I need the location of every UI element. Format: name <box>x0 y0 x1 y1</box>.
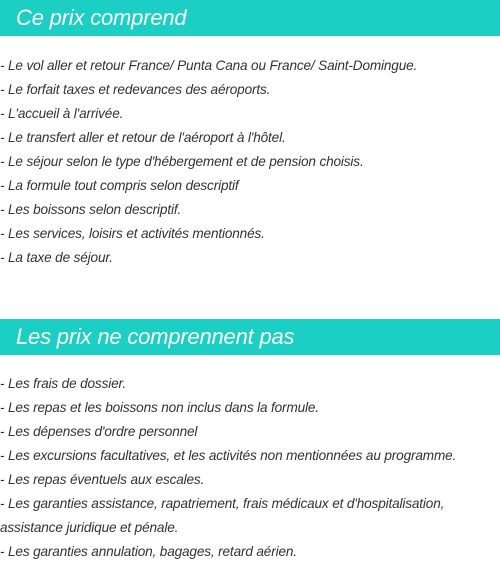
list-item: - La taxe de séjour. <box>0 250 113 265</box>
excluded-section-title: Les prix ne comprennent pas <box>0 319 500 355</box>
included-section-title: Ce prix comprend <box>0 0 500 36</box>
list-item: - La formule tout compris selon descriptif <box>0 178 239 193</box>
included-list <box>0 54 500 270</box>
list-item: - Le transfert aller et retour de l'aéroport à l'hôtel. <box>0 130 286 145</box>
list-item: - Le séjour selon le type d'hébergement et de pension choisis. <box>0 154 364 169</box>
list-item: - Les boissons selon descriptif. <box>0 202 182 217</box>
list-item: - Le forfait taxes et redevances des aéroports. <box>0 82 271 97</box>
list-item: - Les dépenses d'ordre personnel <box>0 424 198 439</box>
list-item: - Les frais de dossier. <box>0 376 126 391</box>
list-item: - Les services, loisirs et activités mentionnés. <box>0 226 265 241</box>
excluded-list <box>0 372 500 564</box>
list-item: - Le vol aller et retour France/ Punta Cana ou France/ Saint-Domingue. <box>0 58 418 73</box>
list-item: - Les repas éventuels aux escales. <box>0 472 205 487</box>
list-item: - Les garanties annulation, bagages, retard aérien. <box>0 544 297 559</box>
list-item: - Les repas et les boissons non inclus dans la formule. <box>0 400 319 415</box>
list-item: - L'accueil à l'arrivée. <box>0 106 124 121</box>
list-item: - Les excursions facultatives, et les activités non mentionnées au programme. <box>0 448 457 463</box>
list-item: - Les garanties assistance, rapatriement, frais médicaux et d'hospitalisation, assistance juridique et pénale. <box>0 496 445 535</box>
